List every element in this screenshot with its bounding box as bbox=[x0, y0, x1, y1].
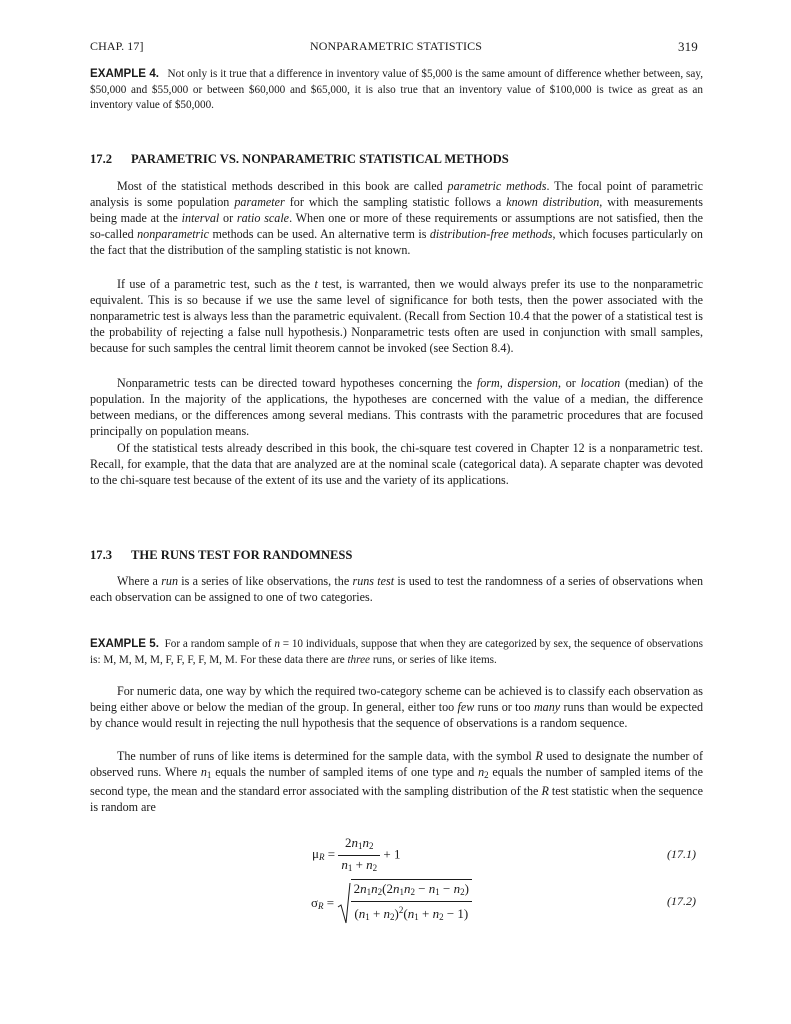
equation-17-2: $\sigma_R$ = $\frac{2n_1n_2(2n_1n_2 - n_1 - n_2)}{(n_1 + n_2)^2(n_1 + n_2 - 1)}$ bbox=[311, 879, 472, 926]
radical-sign bbox=[337, 881, 351, 925]
example-5-label: EXAMPLE 5. bbox=[90, 637, 159, 650]
paragraph: The number of runs of like items is determined for the sample data, with the symbol R used to designate the number of observed runs. Where $n_1$ equals the number of sampled items of one type and $n_2$ equals the number of sampled items of the second type, the mean and the standard error associated with the sampling distribution of the R test statistic when the sequence is random are bbox=[90, 749, 703, 815]
equation-17-1: $\mu_R$ = $\frac{2n_1n_2}{n_1 + n_2}$ + 1 bbox=[312, 835, 401, 873]
paragraph: If use of a parametric test, such as the t test, is warranted, then we would always prefer its use to the nonparametric equivalent. This is so because if we use the same level of significance for both tests, then the power associated with the nonparametric test is always less than the parametric equivalent. (Recall from Section 10.4 that the power of a statistical test is the probability of rejecting a false null hypothesis.) Nonparametric tests often are used in conjunction with small samples, because for such samples the central limit theorem cannot be invoked (see Section 8.4). bbox=[90, 277, 703, 356]
section-17-3-heading bbox=[90, 548, 352, 563]
running-head-chapter: CHAP. 17] bbox=[90, 39, 144, 53]
paragraph: Nonparametric tests can be directed toward hypotheses concerning the form, dispersion, or location (median) of the population. In the majority of the applications, the hypotheses are concerned with the value of a median, the difference between medians, or the differences among several medians. This contrasts with the parametric procedures that are focused principally on population means. bbox=[90, 376, 703, 439]
equation-number: (17.1) bbox=[667, 847, 696, 861]
section-title: THE RUNS TEST FOR RANDOMNESS bbox=[131, 548, 353, 562]
section-number: 17.3 bbox=[90, 548, 113, 562]
paragraph: Most of the statistical methods described in this book are called parametric methods. The focal point of parametric analysis is some population parameter for which the sampling statistic follows a known distribution, with measurements being made at the interval or ratio scale. When one or more of these requirements or assumptions are not satisfied, then the so-called nonparametric methods can be used. An alternative term is distribution-free methods, which focuses particularly on the fact that the distribution of the sampling statistic is not known. bbox=[90, 179, 704, 258]
example-5: EXAMPLE 5. For a random sample of n = 10 individuals, suppose that when they are categorized by sex, the sequence of observations is: M, M, M, M, F, F, F, F, M, M. For these data there are three runs, or series of like items. bbox=[90, 637, 703, 666]
section-17-2-heading bbox=[90, 152, 509, 167]
paragraph: For numeric data, one way by which the required two-category scheme can be achieved is to classify each observation as being either above or below the median of the group. In general, either too few runs or too many runs than would be expected by chance would result in rejecting the null hypothesis that the sequence of observations is a random sequence. bbox=[90, 684, 704, 731]
paragraph: Where a run is a series of like observations, the runs test is used to test the randomness of a series of observations when each observation can be assigned to one of two categories. bbox=[90, 574, 704, 605]
section-title: PARAMETRIC VS. NONPARAMETRIC STATISTICAL METHODS bbox=[131, 152, 509, 166]
equation-number: (17.2) bbox=[667, 894, 696, 908]
example-4 bbox=[90, 66, 703, 114]
page-number: 319 bbox=[678, 39, 698, 54]
paragraph: Of the statistical tests already described in this book, the chi-square test covered in Chapter 12 is a nonparametric test. Recall, for example, that the data that are analyzed are at the nominal scale (categorical data). A separate chapter was devoted to the chi-square test because of the extent of its use and the variety of its applications. bbox=[90, 441, 703, 488]
running-head-title: NONPARAMETRIC STATISTICS bbox=[310, 39, 483, 53]
example-4-text: Not only is it true that a difference in inventory value of $5,000 is the same amount of difference whether between, say, $50,000 and $55,000 or between $60,000 and $65,000, it is also true that an inventory value of $100,000 is twice as great as an inventory value of $50,000. bbox=[90, 68, 704, 112]
section-number: 17.2 bbox=[90, 152, 113, 166]
example-4-label: EXAMPLE 4. bbox=[90, 67, 159, 80]
